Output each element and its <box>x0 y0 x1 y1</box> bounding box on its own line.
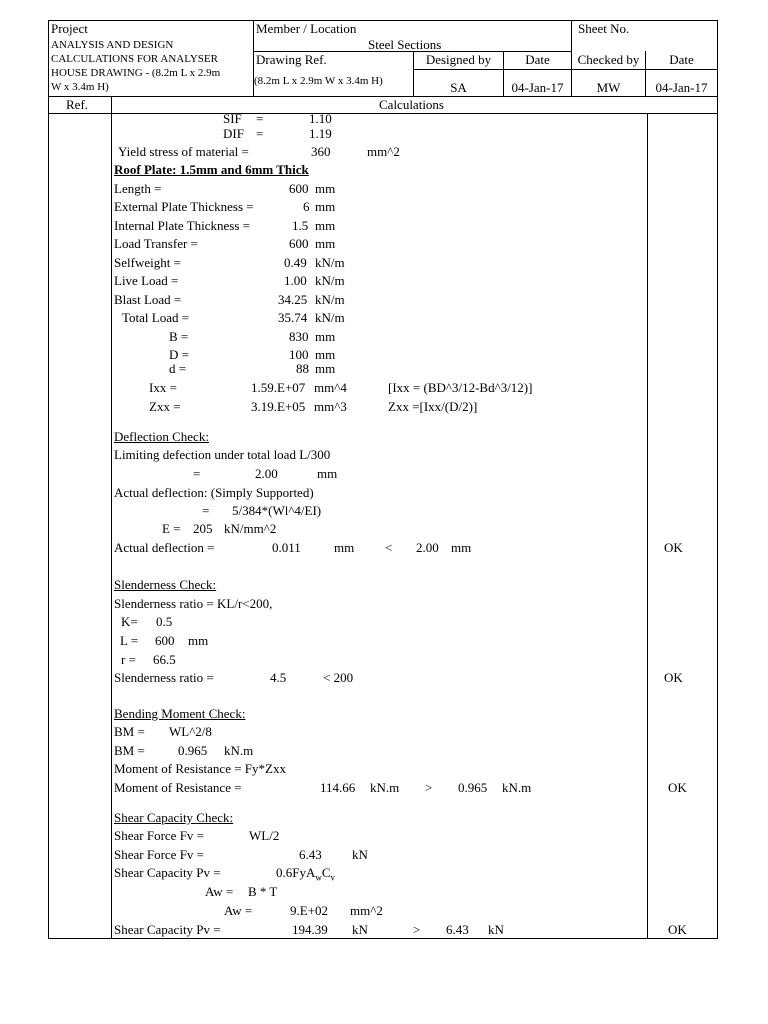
d-unit: mm <box>315 347 336 362</box>
live-load-label: Live Load = <box>114 273 179 288</box>
shear-ok: OK <box>668 922 687 937</box>
aw-label-1: Aw = <box>205 884 234 899</box>
k-value: 0.5 <box>156 614 173 629</box>
int-thickness-value: 1.5 <box>292 218 309 233</box>
dif-value: 1.19 <box>309 126 332 141</box>
l-value: 600 <box>155 633 175 648</box>
drawing-value: (8.2m L x 2.9m W x 3.4m H) <box>254 75 383 87</box>
bending-ok: OK <box>668 780 687 795</box>
live-load-value: 1.00 <box>284 273 307 288</box>
d-small-value: 88 <box>296 361 309 376</box>
bending-moment-check-title: Bending Moment Check: <box>114 706 246 721</box>
shear-capacity-formula-a: 0.6FyA <box>276 865 316 880</box>
total-load-unit: kN/m <box>315 310 345 325</box>
b-unit: mm <box>315 329 336 344</box>
limiting-deflection-eq: = <box>193 466 201 481</box>
sif-label: SIF <box>223 111 242 126</box>
shear-force-formula: WL/2 <box>249 828 280 843</box>
yield-label: Yield stress of material = <box>118 144 249 159</box>
d-small-unit: mm <box>315 361 336 376</box>
e-label: E = <box>162 521 181 536</box>
moment-resistance-cmp-value: 0.965 <box>458 780 488 795</box>
member-value: Steel Sections <box>368 37 442 52</box>
total-load-value: 35.74 <box>278 310 308 325</box>
deflection-check-title: Deflection Check: <box>114 429 209 444</box>
deflection-cmp-value: 2.00 <box>416 540 439 555</box>
project-label: Project <box>51 21 88 36</box>
l-label: L = <box>120 633 139 648</box>
bm-unit: kN.m <box>224 743 254 758</box>
moment-resistance-label: Moment of Resistance = <box>114 780 242 795</box>
length-label: Length = <box>114 181 162 196</box>
deflection-lt: < <box>385 540 393 555</box>
project-line-1: ANALYSIS AND DESIGN <box>51 39 174 51</box>
aw-formula: B * T <box>248 884 278 899</box>
ext-thickness-label: External Plate Thickness = <box>114 199 254 214</box>
moment-resistance-def: Moment of Resistance = Fy*Zxx <box>114 761 286 776</box>
selfweight-label: Selfweight = <box>114 255 181 270</box>
result-column-line <box>647 113 648 939</box>
zxx-unit: mm^3 <box>314 399 347 414</box>
sheet-label: Sheet No. <box>578 21 630 36</box>
selfweight-unit: kN/m <box>315 255 345 270</box>
header-vline-sheet <box>571 20 572 52</box>
limiting-deflection-label: Limiting defection under total load L/300 <box>114 447 331 462</box>
zxx-formula: Zxx =[Ixx/(D/2)] <box>388 399 478 414</box>
moment-resistance-gt: > <box>425 780 433 795</box>
limiting-deflection-unit: mm <box>317 466 338 481</box>
shear-capacity-value: 194.39 <box>292 922 328 937</box>
blast-load-unit: kN/m <box>315 292 345 307</box>
moment-resistance-cmp-unit: kN.m <box>502 780 532 795</box>
deflection-cmp-unit: mm <box>451 540 472 555</box>
int-thickness-label: Internal Plate Thickness = <box>114 218 250 233</box>
shear-force-label-2: Shear Force Fv = <box>114 847 205 862</box>
moment-resistance-value: 114.66 <box>320 780 356 795</box>
aw-unit: mm^2 <box>350 903 383 918</box>
length-unit: mm <box>315 181 336 196</box>
dif-eq: = <box>256 126 264 141</box>
length-value: 600 <box>289 181 309 196</box>
drawing-label: Drawing Ref. <box>256 52 327 67</box>
border-left <box>48 20 49 939</box>
d-small-label: d = <box>169 361 187 376</box>
k-label: K= <box>121 614 138 629</box>
shear-capacity-cmp-unit: kN <box>488 922 504 937</box>
shear-capacity-unit: kN <box>352 922 368 937</box>
designed-label: Designed by <box>425 52 492 67</box>
date-label: Date <box>525 52 550 67</box>
actual-deflection-label: Actual deflection = <box>114 540 215 555</box>
slenderness-ok: OK <box>664 670 683 685</box>
dif-label: DIF <box>223 126 244 141</box>
ixx-formula: [Ixx = (BD^3/12-Bd^3/12)] <box>388 380 533 395</box>
border-bottom <box>48 938 718 939</box>
b-label: B = <box>169 329 189 344</box>
shear-force-label-1: Shear Force Fv = <box>114 828 205 843</box>
d-label: D = <box>169 347 189 362</box>
ixx-value: 1.59.E+07 <box>251 380 306 395</box>
slenderness-check-title: Slenderness Check: <box>114 577 217 592</box>
actual-deflection-unit: mm <box>334 540 355 555</box>
calculations-label: Calculations <box>379 97 444 112</box>
slenderness-ratio-value: 4.5 <box>270 670 287 685</box>
ixx-unit: mm^4 <box>314 380 347 395</box>
selfweight-value: 0.49 <box>284 255 307 270</box>
date2-label: Date <box>669 52 694 67</box>
int-thickness-unit: mm <box>315 218 336 233</box>
deflection-ok: OK <box>664 540 683 555</box>
l-unit: mm <box>188 633 209 648</box>
r-label: r = <box>121 652 136 667</box>
designed-value: SA <box>450 80 467 95</box>
yield-unit: mm^2 <box>367 144 400 159</box>
project-line-2: CALCULATIONS FOR ANALYSER <box>51 53 218 65</box>
shear-capacity-check-title: Shear Capacity Check: <box>114 810 234 825</box>
ext-thickness-unit: mm <box>315 199 336 214</box>
bm-label-2: BM = <box>114 743 145 758</box>
e-value: 205 <box>193 521 213 536</box>
date2-value: 04-Jan-17 <box>655 80 708 95</box>
live-load-unit: kN/m <box>315 273 345 288</box>
d-value: 100 <box>289 347 309 362</box>
zxx-label: Zxx = <box>149 399 181 414</box>
checked-label: Checked by <box>577 52 640 67</box>
load-transfer-label: Load Transfer = <box>114 236 198 251</box>
slenderness-ratio-label: Slenderness ratio = <box>114 670 214 685</box>
checked-value: MW <box>596 80 621 95</box>
e-unit: kN/mm^2 <box>224 521 277 536</box>
shear-force-value: 6.43 <box>299 847 322 862</box>
bm-formula: WL^2/8 <box>169 724 212 739</box>
header-divider-designed <box>413 69 718 70</box>
aw-value: 9.E+02 <box>290 903 329 918</box>
bm-label-1: BM = <box>114 724 145 739</box>
roof-plate-title: Roof Plate: 1.5mm and 6mm Thick <box>114 162 309 177</box>
load-transfer-value: 600 <box>289 236 309 251</box>
shear-capacity-label-1: Shear Capacity Pv = <box>114 865 221 880</box>
limiting-deflection-value: 2.00 <box>255 466 278 481</box>
actual-deflection-value: 0.011 <box>272 540 301 555</box>
slenderness-ratio-def: Slenderness ratio = KL/r<200, <box>114 596 273 611</box>
bm-value: 0.965 <box>178 743 208 758</box>
actual-deflection-desc: Actual deflection: (Simply Supported) <box>114 485 314 500</box>
aw-label-2: Aw = <box>224 903 253 918</box>
total-load-label: Total Load = <box>122 310 190 325</box>
blast-load-value: 34.25 <box>278 292 308 307</box>
ref-label: Ref. <box>66 97 89 112</box>
blast-load-label: Blast Load = <box>114 292 182 307</box>
deflection-formula: 5/384*(Wl^4/EI) <box>232 503 322 518</box>
moment-resistance-unit: kN.m <box>370 780 400 795</box>
shear-capacity-formula <box>276 865 335 883</box>
border-right <box>717 20 718 939</box>
project-line-3: HOUSE DRAWING - (8.2m L x 2.9m <box>51 67 221 79</box>
yield-value: 360 <box>311 144 331 159</box>
project-line-4: W x 3.4m H) <box>51 81 109 93</box>
sif-eq: = <box>256 111 264 126</box>
b-value: 830 <box>289 329 309 344</box>
calc-header-bottom <box>48 113 718 114</box>
ext-thickness-value: 6 <box>303 199 310 214</box>
shear-capacity-formula-sub-v: v <box>330 872 336 883</box>
deflection-formula-eq: = <box>202 503 210 518</box>
load-transfer-unit: mm <box>315 236 336 251</box>
member-label: Member / Location <box>256 21 357 36</box>
shear-capacity-cmp-value: 6.43 <box>446 922 469 937</box>
sif-value: 1.10 <box>309 111 332 126</box>
shear-capacity-gt: > <box>413 922 421 937</box>
slenderness-ratio-cmp: < 200 <box>323 670 354 685</box>
zxx-value: 3.19.E+05 <box>251 399 306 414</box>
ixx-label: Ixx = <box>149 380 177 395</box>
shear-capacity-label-2: Shear Capacity Pv = <box>114 922 221 937</box>
ref-column-line <box>111 96 112 939</box>
r-value: 66.5 <box>153 652 176 667</box>
shear-capacity-formula-sub-w: w <box>315 872 322 883</box>
date-value: 04-Jan-17 <box>511 80 564 95</box>
shear-force-unit: kN <box>352 847 368 862</box>
shear-capacity-formula-b: C <box>321 865 331 880</box>
